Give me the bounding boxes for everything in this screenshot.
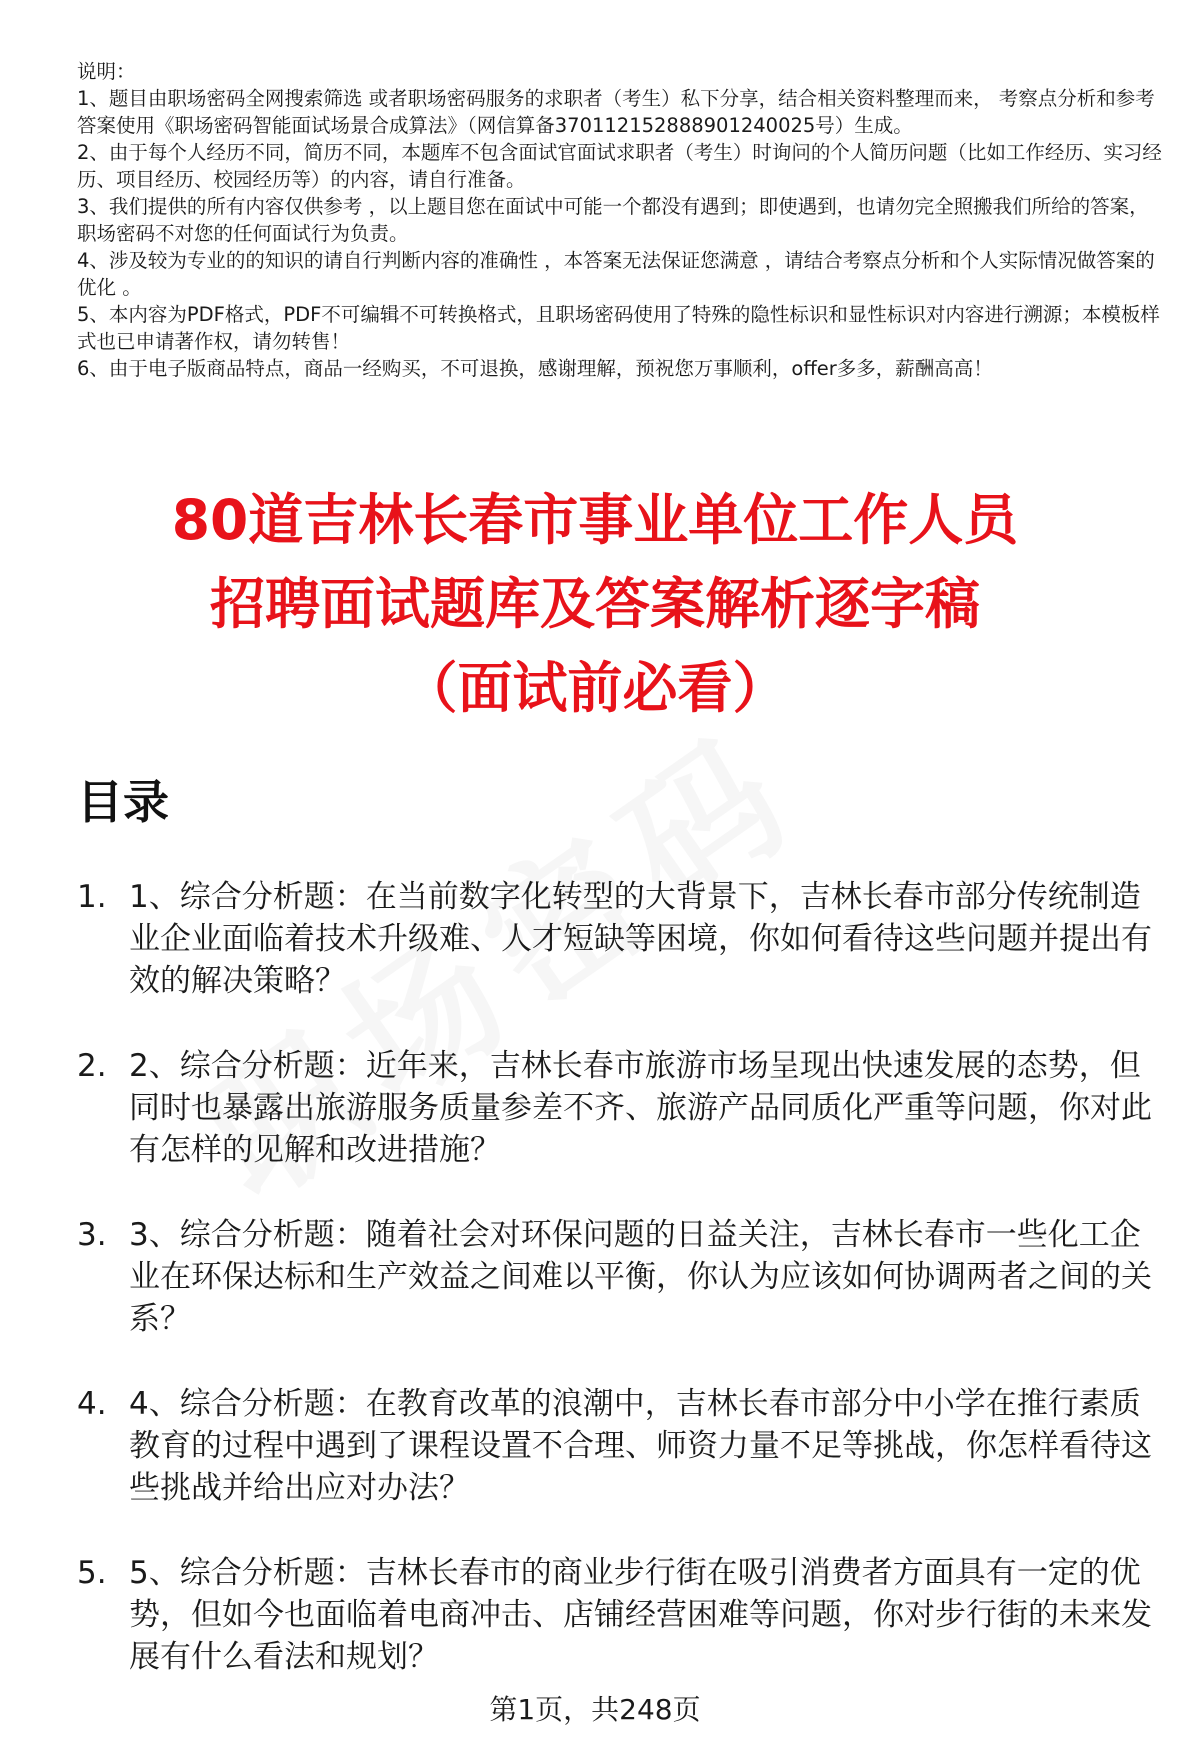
toc-item[interactable] bbox=[77, 876, 1167, 1002]
note-item-5: 5、本内容为PDF格式，PDF不可编辑不可转换格式，且职场密码使用了特殊的隐性标识和显性标识对内容进行溯源；本模板样式也已申请著作权，请勿转售！ bbox=[77, 303, 1160, 353]
note-item-4: 4、涉及较为专业的的知识的请自行判断内容的准确性 ，本答案无法保证您满意 ，请结合考察点分析和个人实际情况做答案的优化 。 bbox=[77, 249, 1155, 299]
toc-item-text[interactable]: 3、综合分析题：随着社会对环保问题的日益关注，吉林长春市一些化工企业在环保达标和生产效益之间难以平衡，你认为应该如何协调两者之间的关系？ bbox=[129, 1217, 1152, 1337]
toc-item[interactable] bbox=[77, 1552, 1167, 1678]
toc-item-text[interactable]: 4、综合分析题：在教育改革的浪潮中，吉林长春市部分中小学在推行素质教育的过程中遇到了课程设置不合理、师资力量不足等挑战，你怎样看待这些挑战并给出应对办法？ bbox=[129, 1386, 1152, 1506]
note-item-3: 3、我们提供的所有内容仅供参考 ，以上题目您在面试中可能一个都没有遇到；即使遇到，也请勿完全照搬我们所给的答案，职场密码不对您的任何面试行为负责。 bbox=[77, 195, 1149, 245]
title-line-1: 80道吉林长春市事业单位工作人员 bbox=[171, 488, 1019, 552]
toc-item-text[interactable]: 1、综合分析题：在当前数字化转型的大背景下，吉林长春市部分传统制造业企业面临着技术升级难、人才短缺等困境，你如何看待这些问题并提出有效的解决策略？ bbox=[129, 879, 1152, 999]
toc-item[interactable] bbox=[77, 1214, 1167, 1340]
title-line-3: （面试前必看） bbox=[402, 656, 788, 720]
toc-item-text[interactable]: 2、综合分析题：近年来，吉林长春市旅游市场呈现出快速发展的态势，但同时也暴露出旅游服务质量参差不齐、旅游产品同质化严重等问题，你对此有怎样的见解和改进措施？ bbox=[129, 1048, 1152, 1168]
toc-item-text[interactable]: 5、综合分析题：吉林长春市的商业步行街在吸引消费者方面具有一定的优势，但如今也面临着电商冲击、店铺经营困难等问题，你对步行街的未来发展有什么看法和规划？ bbox=[129, 1555, 1152, 1675]
toc-item-number: 4. bbox=[77, 1386, 107, 1422]
document-title bbox=[40, 478, 1150, 730]
toc-heading: 目录 bbox=[77, 775, 169, 829]
disclaimer-notes bbox=[77, 58, 1167, 382]
notes-heading: 说明： bbox=[77, 60, 136, 83]
table-of-contents bbox=[77, 876, 1167, 1721]
toc-item[interactable] bbox=[77, 1045, 1167, 1171]
page-number: 第1页，共248页 bbox=[489, 1693, 701, 1726]
toc-item-number: 3. bbox=[77, 1217, 107, 1253]
toc-item-number: 2. bbox=[77, 1048, 107, 1084]
title-line-2: 招聘面试题库及答案解析逐字稿 bbox=[209, 572, 980, 636]
note-item-6: 6、由于电子版商品特点，商品一经购买，不可退换，感谢理解，预祝您万事顺利，offer多多，薪酬高高！ bbox=[77, 357, 993, 380]
note-item-1: 1、题目由职场密码全网搜索筛选 或者职场密码服务的求职者（考生）私下分享，结合相关资料整理而来， 考察点分析和参考答案使用《职场密码智能面试场景合成算法》（网信算备370112152888901240025号）生成。 bbox=[77, 87, 1155, 137]
toc-item[interactable] bbox=[77, 1383, 1167, 1509]
toc-item-number: 5. bbox=[77, 1555, 107, 1591]
toc-item-number: 1. bbox=[77, 879, 107, 915]
note-item-2: 2、由于每个人经历不同，简历不同，本题库不包含面试官面试求职者（考生）时询问的个人简历问题（比如工作经历、实习经历、项目经历、校园经历等）的内容，请自行准备。 bbox=[77, 141, 1162, 191]
